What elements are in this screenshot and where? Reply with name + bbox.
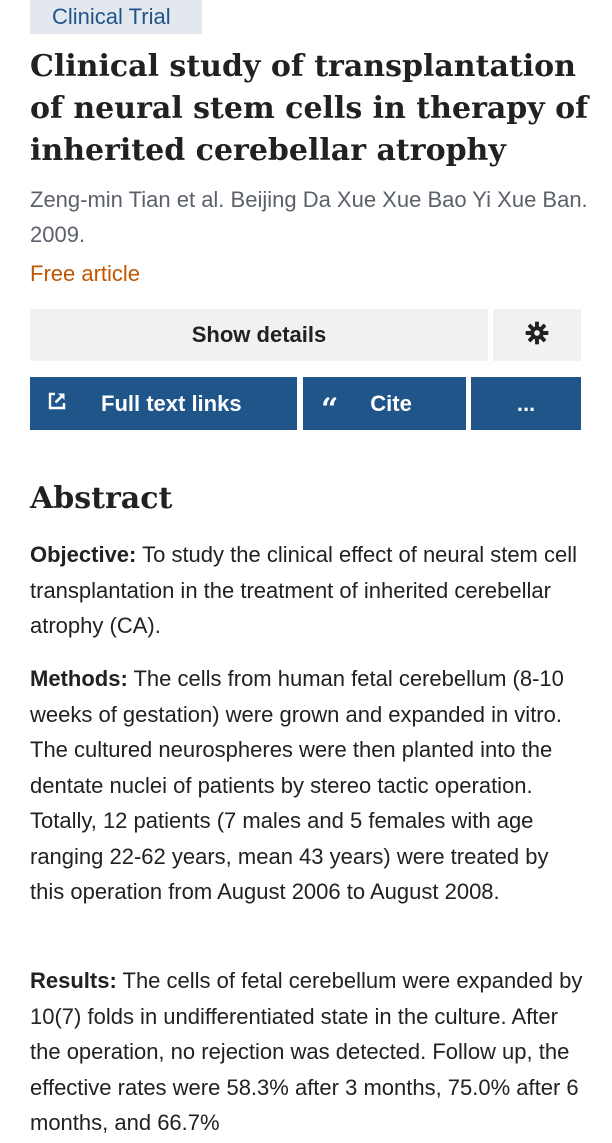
citation-text[interactable]: Zeng-min Tian et al. Beijing Da Xue Xue Bao Yi Xue Ban. 2009.	[30, 187, 588, 247]
abstract-heading: Abstract	[30, 481, 173, 516]
quote-icon: “	[321, 391, 339, 427]
objective-text: To study the clinical effect of neural stem cell transplantation in the treatment of inherited cerebellar atrophy (CA).	[30, 542, 578, 638]
full-text-links-label: Full text links	[101, 390, 242, 416]
objective-label: Objective:	[30, 542, 137, 567]
full-text-links-button[interactable]	[30, 377, 297, 430]
show-details-button[interactable]: Show details	[30, 309, 488, 361]
external-link-icon	[47, 391, 67, 417]
cite-label: Cite	[370, 390, 412, 416]
abstract-results	[30, 963, 586, 1141]
methods-text: The cells from human fetal cerebellum (8-10 weeks of gestation) were grown and expanded in vitro. The cultured neurospheres were then planted into the dentate nuclei of patients by stereo tactic operation. Totally, 12 patients (7 males and 5 females with age ranging 22-62 years, mean 43 years) were treated by this operation from August 2006 to August 2008.	[30, 666, 564, 904]
article-title: Clinical study of transplantation of neural stem cells in therapy of inherited cerebellar atrophy	[30, 49, 589, 168]
results-text: The cells of fetal cerebellum were expanded by 10(7) folds in undifferentiated state in the culture. After the operation, no rejection was detected. Follow up, the effective rates were 58.3% after 3 months, 75.0% after 6 months, and 66.7%	[30, 968, 583, 1135]
results-label: Results:	[30, 968, 117, 993]
abstract-objective	[30, 537, 586, 644]
article-type-badge: Clinical Trial	[30, 0, 202, 34]
methods-label: Methods:	[30, 666, 128, 691]
display-settings-button[interactable]	[493, 309, 581, 361]
cite-button[interactable]	[303, 377, 466, 430]
gear-icon	[524, 320, 550, 351]
more-label: ...	[516, 390, 536, 416]
free-article-label: Free article	[30, 261, 141, 286]
more-actions-button[interactable]	[471, 377, 581, 430]
abstract-methods	[30, 661, 586, 910]
